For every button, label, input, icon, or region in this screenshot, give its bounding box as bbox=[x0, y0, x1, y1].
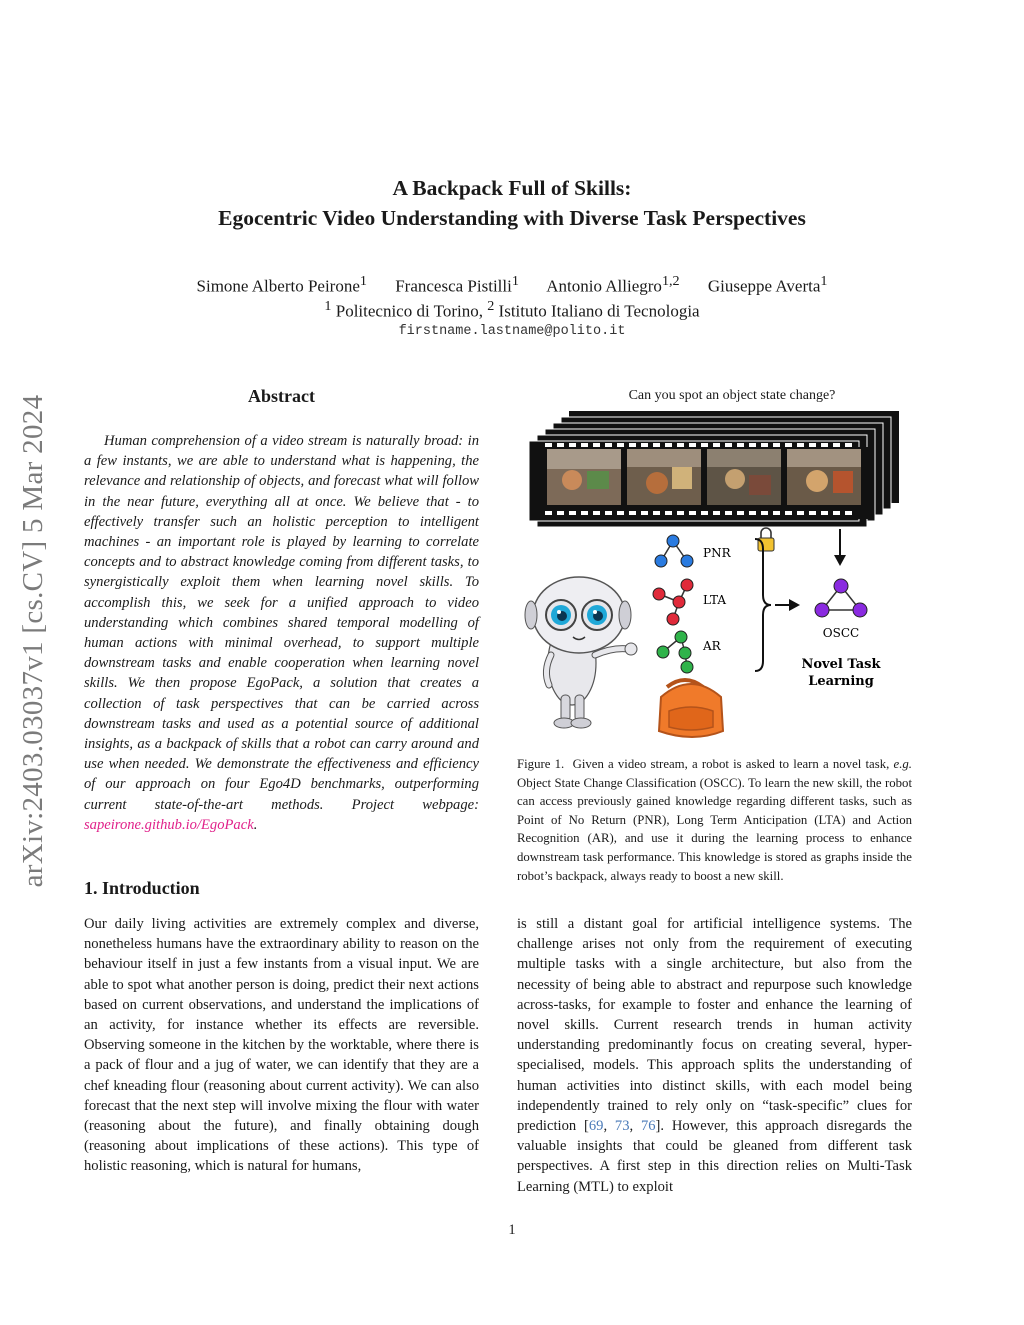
citation-link[interactable]: 69 bbox=[588, 1118, 604, 1135]
arrow-down bbox=[834, 529, 846, 566]
author-affiliation: 1 bbox=[511, 273, 519, 289]
brace-bracket bbox=[755, 539, 771, 671]
ar-graph-icon bbox=[657, 631, 693, 673]
figure-1-caption: Figure 1. Given a video stream, a robot is asked to learn a novel task, e.g. Object State Change Classification (OSCC). To learn the new skill, the robot can access previously gained knowledge regarding different tasks, such as Point of No Return (PNR), Long Term Anticipation (LTA) and Action Recognition (AR), and use it during the learning process to enhance downstream task performance. This knowledge is stored as graphs inside the robot’s backpack, always ready to boost a new skill. bbox=[517, 757, 912, 883]
novel-task-label-line2: Learning bbox=[808, 674, 874, 689]
page-number: 1 bbox=[508, 1222, 516, 1238]
arxiv-identifier: arXiv:2403.03037v1 [cs.CV] 5 Mar 2024 bbox=[17, 394, 49, 888]
author-name: Antonio Alliegro bbox=[546, 276, 662, 296]
paper-title-line1: A Backpack Full of Skills: bbox=[392, 176, 632, 200]
abstract-body: Human comprehension of a video stream is naturally broad: in a few instants, we are able to understand what is happening, the relevance and relationship of objects, and forecast what will follow in the near future, everything all at once. We believe that - to effectively transfer such an holistic perception to intelligent machines - an important role is played by learning to correlate concepts and to abstract knowledge coming from different tasks, to synergistically exploit them when learning novel skills. To accomplish this, we seek for a unified approach to video understanding which combines shared temporal modelling of human actions with minimal overhead, to support multiple downstream tasks and enable cooperation when learning novel skills. We then propose EgoPack, a solution that creates a collection of task perspectives that can be carried across downstream tasks and used as a potential source of additional insights, as a backpack of skills that a robot can carry around and use when needed. We demonstrate the effectiveness and efficiency of our approach on four Ego4D benchmarks, outperforming current state-of-the-art methods. Project webpage: sapeirone.github.io/EgoPack. bbox=[84, 433, 479, 833]
author-name: Francesca Pistilli bbox=[395, 276, 512, 296]
author-affiliation: 1 bbox=[820, 273, 828, 289]
author-list bbox=[0, 270, 1024, 298]
author-affiliation: 1 bbox=[359, 273, 367, 289]
author-name: Giuseppe Averta bbox=[707, 276, 821, 296]
film-strip-stack bbox=[529, 411, 899, 527]
task-label-oscc: OSCC bbox=[822, 626, 860, 640]
affiliation-2: Istituto Italiano di Tecnologia bbox=[498, 301, 700, 321]
introduction-right-column: is still a distant goal for artificial intelligence systems. The challenge arises not only from the requirement of executing multiple tasks with a single architecture, but also from the necessity of being able to abstract and repurpose such knowledge across-tasks, for example to foster and enhance the learning of novel skills. Current research trends in human activity understanding predominantly focus on creating several, hyper-specialised, models. This approach splits the understanding of human activities into distinct skills, with each model being independently trained to rely only on “task-specific” clues for prediction [69, 73, 76]. However, this approach disregards the valuable insights that could be gleaned from different task perspectives. A first step in this direction relies on Multi-Task Learning (MTL) to exploit bbox=[517, 916, 912, 1195]
introduction-left-column: Our daily living activities are extremely complex and diverse, nonetheless humans have the extraordinary ability to reason on the behaviour itself in just a few instants from a visual input. We are able to spot what another person is doing, predict their next actions based on current observations, and understand the implications of an activity, for instance whether its effects are reversible. Observing someone in the kitchen by the worktable, where there is a pack of flour and a jug of water, we can identify that they are a chef kneading flour (reasoning about current activity). We can also forecast that the next step will involve mixing the flour with water (reasoning about the future), and finally obtaining dough (reasoning about implications of these actions). This type of holistic reasoning, which is natural for humans, bbox=[84, 916, 479, 1175]
affiliation-1: Politecnico di Torino, bbox=[335, 301, 483, 321]
figure-1-illustration bbox=[517, 405, 947, 745]
backpack-icon bbox=[659, 680, 723, 737]
novel-task-label-line1: Novel Task bbox=[801, 657, 881, 672]
project-webpage-link[interactable]: sapeirone.github.io/EgoPack bbox=[84, 816, 254, 833]
affiliations: $^1$ Politecnico di Torino, $^2$ Istituto Italiano di Tecnologia bbox=[324, 298, 700, 321]
lta-graph-icon bbox=[653, 579, 693, 625]
pnr-graph-icon bbox=[655, 535, 693, 567]
figure-question: Can you spot an object state change? bbox=[628, 388, 836, 403]
abstract-heading: Abstract bbox=[248, 386, 315, 406]
author-email: firstname.lastname@polito.it bbox=[398, 324, 626, 339]
oscc-graph-icon bbox=[815, 579, 867, 617]
task-label-pnr: PNR bbox=[703, 546, 731, 560]
introduction-heading: 1. Introduction bbox=[84, 878, 200, 898]
robot-icon bbox=[525, 577, 637, 728]
task-label-lta: LTA bbox=[703, 593, 727, 607]
citation-link[interactable]: 76 bbox=[640, 1118, 656, 1135]
citation-link[interactable]: 73 bbox=[614, 1118, 630, 1135]
paper-title-line2: Egocentric Video Understanding with Diverse Task Perspectives bbox=[218, 206, 806, 230]
arrow-to-oscc bbox=[775, 599, 800, 611]
author-affiliation: 1,2 bbox=[661, 273, 680, 289]
caption-label: Figure 1. bbox=[517, 757, 565, 771]
task-label-ar: AR bbox=[703, 639, 721, 653]
author-name: Simone Alberto Peirone bbox=[196, 276, 360, 296]
